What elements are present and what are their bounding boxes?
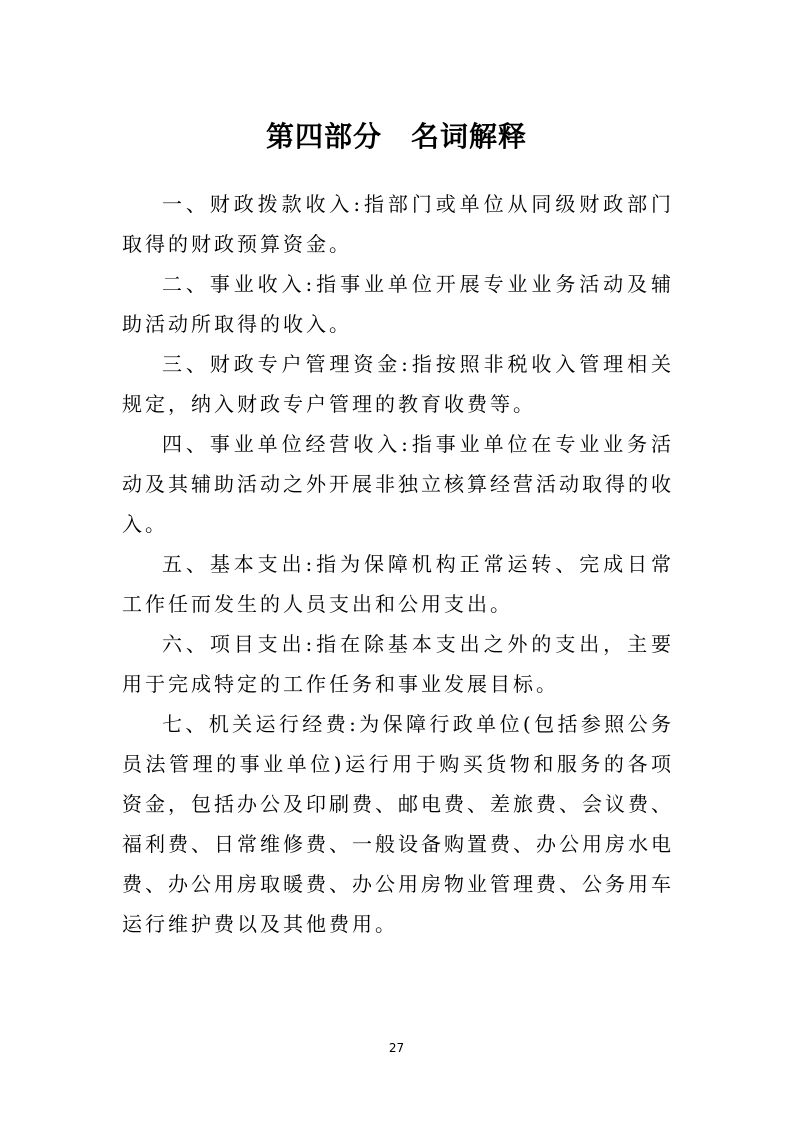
definition-paragraph-7: 七、机关运行经费:为保障行政单位(包括参照公务员法管理的事业单位)运行用于购买货物和服务的各项资金，包括办公及印刷费、邮电费、差旅费、会议费、福利费、日常维修费、一般设备购置费、办公用房水电费、办公用房取暖费、办公用房物业管理费、公务用车运行维护费以及其他费用。 xyxy=(122,712,674,936)
document-body xyxy=(122,184,674,944)
definition-paragraph-2: 二、事业收入:指事业单位开展专业业务活动及辅助活动所取得的收入。 xyxy=(122,272,674,336)
page-number: 27 xyxy=(388,1041,405,1055)
definition-paragraph-3: 三、财政专户管理资金:指按照非税收入管理相关规定，纳入财政专户管理的教育收费等。 xyxy=(122,352,674,416)
definition-paragraph-5: 五、基本支出:指为保障机构正常运转、完成日常工作任而发生的人员支出和公用支出。 xyxy=(122,552,674,616)
definition-paragraph-1: 一、财政拨款收入:指部门或单位从同级财政部门取得的财政预算资金。 xyxy=(122,192,674,256)
page-title: 第四部分 名词解释 xyxy=(265,119,527,153)
definition-paragraph-6: 六、项目支出:指在除基本支出之外的支出，主要用于完成特定的工作任务和事业发展目标。 xyxy=(122,632,674,696)
definition-paragraph-4: 四、事业单位经营收入:指事业单位在专业业务活动及其辅助活动之外开展非独立核算经营活动取得的收入。 xyxy=(122,432,674,536)
